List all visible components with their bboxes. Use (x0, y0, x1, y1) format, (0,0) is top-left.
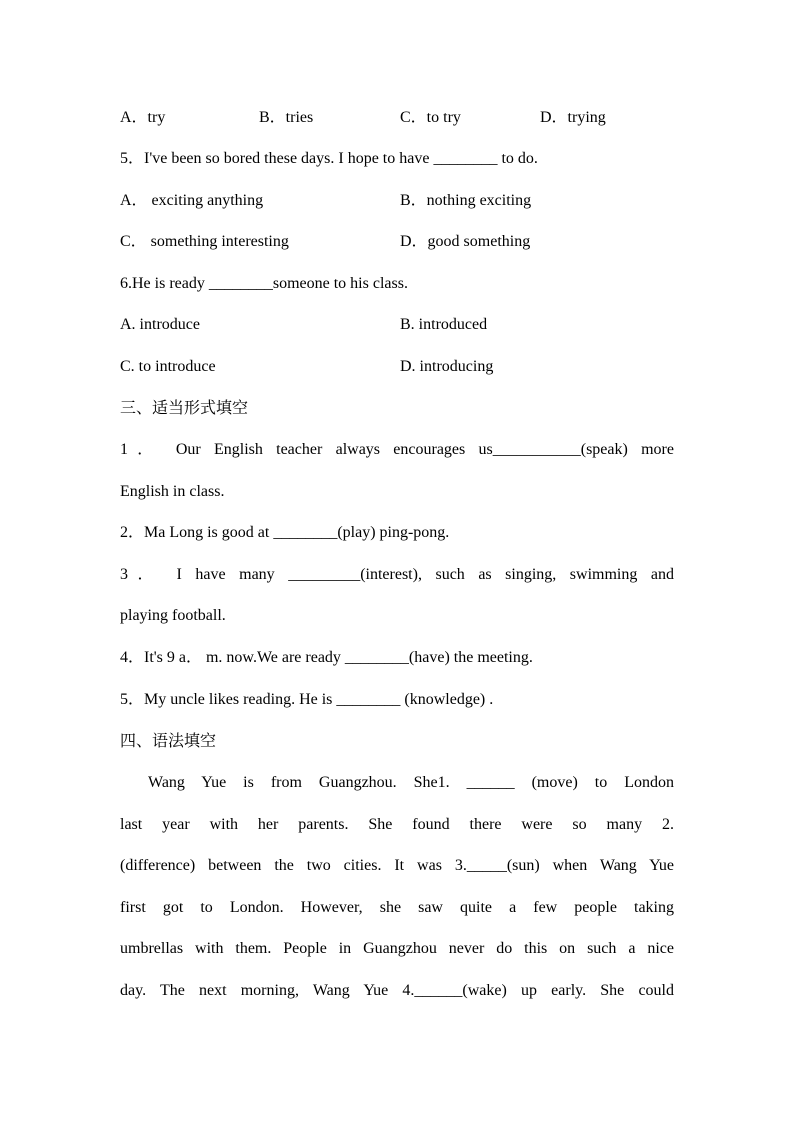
s4-line3: (difference) between the two cities. It was 3._____(sun) when Wang Yue (120, 857, 674, 874)
s4-line6: day. The next morning, Wang Yue 4.______(wake) up early. She could (120, 982, 674, 999)
s3-item3-line1: 3． I have many _________(interest), such as singing, swimming and (120, 566, 674, 583)
q6-option-b: B. introduced (400, 316, 488, 333)
s4-line2: last year with her parents. She found there were so many 2. (120, 816, 674, 833)
q5-option-a: A． exciting anything (120, 192, 264, 209)
section4-heading: 四、语法填空 (120, 731, 217, 750)
q6-option-d: D. introducing (400, 358, 494, 375)
s3-item1-line1: 1． Our English teacher always encourages us___________(speak) more (120, 441, 674, 458)
q4-option-d: D．trying (540, 109, 606, 126)
s3-item3-line2: playing football. (120, 607, 226, 624)
q5-option-c: C． something interesting (120, 233, 289, 250)
q5-stem: 5．I've been so bored these days. I hope to have ________ to do. (120, 150, 538, 167)
q4-option-c: C．to try (400, 109, 461, 126)
s4-line4: first got to London. However, she saw quite a few people taking (120, 899, 674, 916)
s4-line1: Wang Yue is from Guangzhou. She1. ______ (move) to London (148, 774, 674, 791)
s3-item1-line2: English in class. (120, 483, 225, 500)
q5-option-d: D．good something (400, 233, 531, 250)
q6-stem: 6.He is ready ________someone to his class. (120, 275, 408, 292)
s4-line5: umbrellas with them. People in Guangzhou never do this on such a nice (120, 940, 674, 957)
section3-heading: 三、适当形式填空 (120, 398, 249, 417)
q4-option-a: A．try (120, 109, 166, 126)
q5-option-b: B．nothing exciting (400, 192, 532, 209)
s3-item4: 4．It's 9 a． m. now.We are ready ________(have) the meeting. (120, 649, 533, 666)
s3-item5: 5．My uncle likes reading. He is ________ (knowledge) . (120, 691, 494, 708)
q6-option-c: C. to introduce (120, 358, 216, 375)
s3-item2: 2．Ma Long is good at ________(play) ping-pong. (120, 524, 450, 541)
q4-option-b: B．tries (259, 109, 314, 126)
q6-option-a: A. introduce (120, 316, 200, 333)
